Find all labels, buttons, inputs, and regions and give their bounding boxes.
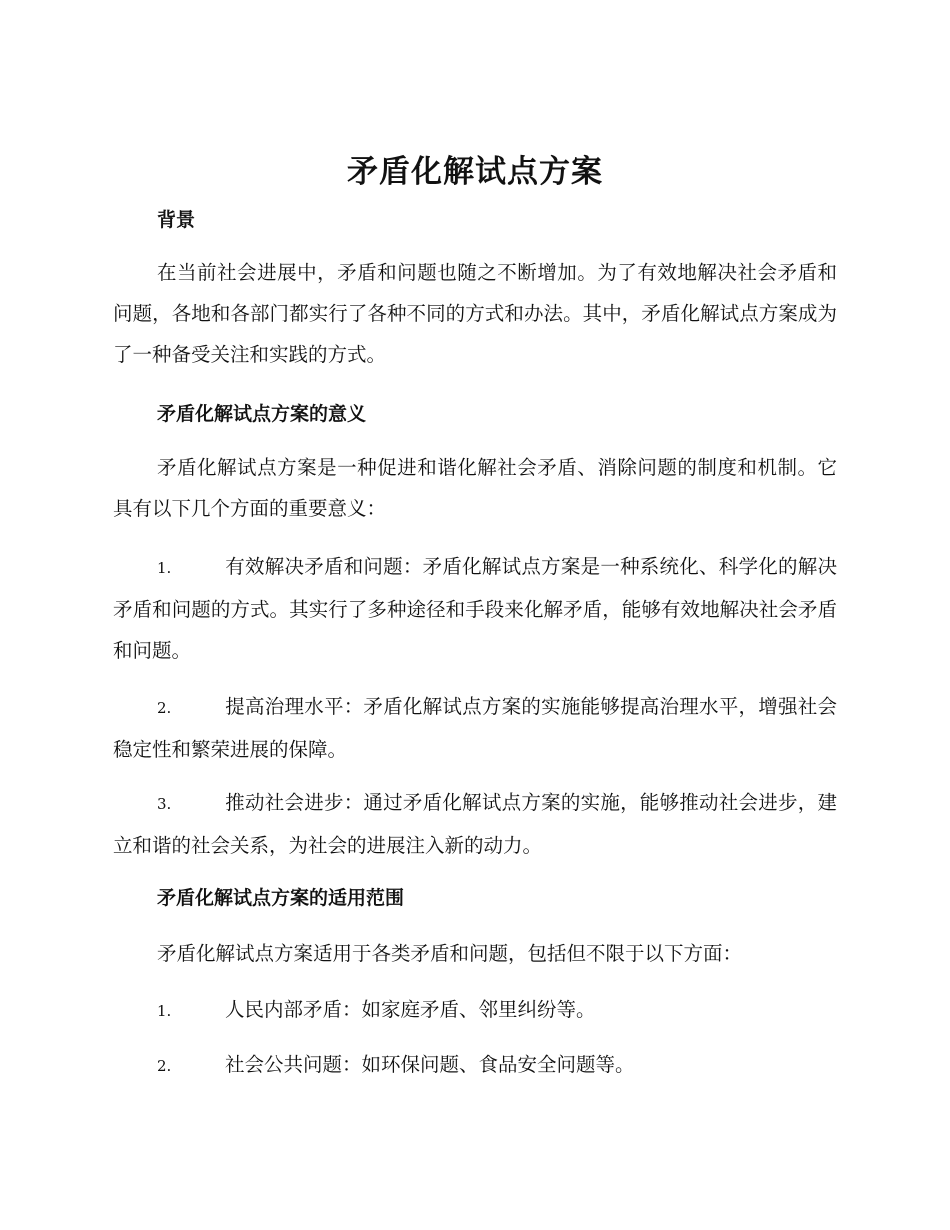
list-item-text: 有效解决矛盾和问题：矛盾化解试点方案是一种系统化、科学化的解决矛盾和问题的方式。其实行了多种途径和手段来化解矛盾，能够有效地解决社会矛盾和问题。 (113, 555, 837, 662)
list-number: 1. (157, 1002, 172, 1020)
background-paragraph: 在当前社会进展中，矛盾和问题也随之不断增加。为了有效地解决社会矛盾和问题，各地和各部门都实行了各种不同的方式和办法。其中，矛盾化解试点方案成为了一种备受关注和实践的方式。 (113, 261, 837, 366)
list-item-text: 提高治理水平：矛盾化解试点方案的实施能够提高治理水平，增强社会稳定性和繁荣进展的保障。 (113, 695, 837, 761)
list-item-text: 社会公共问题：如环保问题、食品安全问题等。 (225, 1053, 635, 1076)
section-heading-background: 背景 (157, 209, 196, 231)
scope-list-item (113, 1044, 837, 1087)
scope-paragraph: 矛盾化解试点方案适用于各类矛盾和问题，包括但不限于以下方面： (157, 942, 743, 965)
list-item-text: 推动社会进步：通过矛盾化解试点方案的实施，能够推动社会进步，建立和谐的社会关系，为社会的进展注入新的动力。 (113, 791, 837, 857)
list-number: 1. (157, 559, 172, 577)
list-number: 2. (157, 699, 172, 717)
list-number: 3. (157, 795, 172, 813)
section-heading-scope: 矛盾化解试点方案的适用范围 (157, 887, 405, 909)
list-number: 2. (157, 1057, 172, 1075)
significance-paragraph: 矛盾化解试点方案是一种促进和谐化解社会矛盾、消除问题的制度和机制。它具有以下几个方面的重要意义： (113, 456, 837, 520)
significance-list-item (113, 782, 837, 866)
scope-list-item (113, 989, 837, 1032)
significance-list-item (113, 686, 837, 770)
significance-list-item (113, 546, 837, 671)
list-item-text: 人民内部矛盾：如家庭矛盾、邻里纠纷等。 (225, 998, 596, 1021)
document-title: 矛盾化解试点方案 (347, 154, 603, 190)
section-heading-significance: 矛盾化解试点方案的意义 (157, 403, 367, 425)
